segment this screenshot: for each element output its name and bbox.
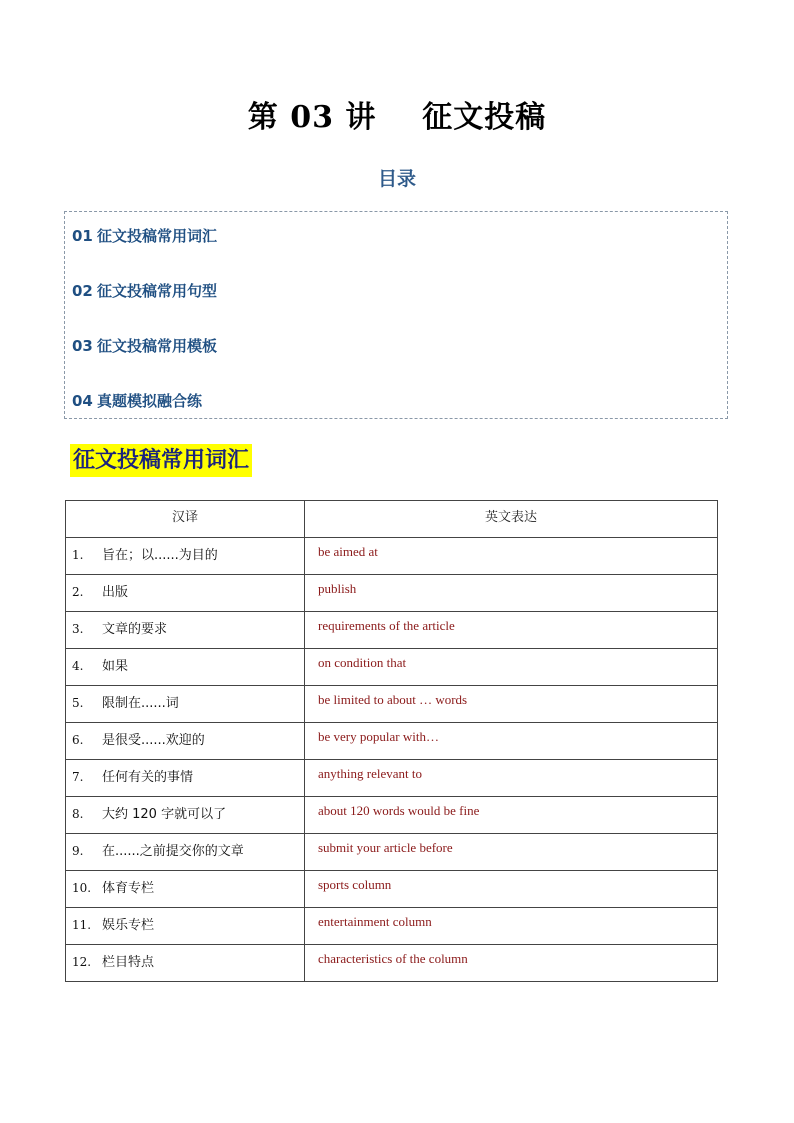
chinese-term: 文章的要求 <box>102 622 168 637</box>
chinese-cell <box>66 760 305 797</box>
table-header-row <box>66 501 718 538</box>
row-number: 8. <box>72 807 84 821</box>
chinese-cell <box>66 538 305 575</box>
toc-item-label: 征文投稿常用词汇 <box>97 227 218 245</box>
english-term: requirements of the article <box>305 612 718 649</box>
chinese-cell <box>66 871 305 908</box>
row-number: 4. <box>72 659 84 673</box>
column-header-chinese: 汉译 <box>66 501 305 538</box>
chinese-cell <box>66 649 305 686</box>
toc-item-label: 征文投稿常用句型 <box>97 282 218 300</box>
chinese-term: 娱乐专栏 <box>102 918 155 933</box>
table-row <box>66 686 718 723</box>
chinese-term: 大约 120 字就可以了 <box>102 807 227 822</box>
toc-item-sentence-patterns[interactable] <box>72 281 217 301</box>
toc-item-number: 01 <box>72 227 93 245</box>
table-row <box>66 834 718 871</box>
chinese-term: 旨在；以......为目的 <box>102 548 218 563</box>
english-term: entertainment column <box>305 908 718 945</box>
row-number: 10. <box>72 881 92 895</box>
table-row <box>66 760 718 797</box>
page-title: 第 03 讲 征文投稿 <box>247 100 547 135</box>
table-row <box>66 538 718 575</box>
row-number: 7. <box>72 770 84 784</box>
table-row <box>66 797 718 834</box>
toc-item-templates[interactable] <box>72 336 217 356</box>
chinese-term: 如果 <box>102 659 129 674</box>
vocabulary-table <box>65 500 718 982</box>
table-row <box>66 612 718 649</box>
english-term: submit your article before <box>305 834 718 871</box>
row-number: 3. <box>72 622 84 636</box>
chinese-term: 是很受......欢迎的 <box>102 733 205 748</box>
chinese-term: 在......之前提交你的文章 <box>102 844 244 859</box>
chinese-cell <box>66 945 305 982</box>
table-row <box>66 723 718 760</box>
chinese-cell <box>66 575 305 612</box>
english-term: be limited to about … words <box>305 686 718 723</box>
chinese-cell <box>66 908 305 945</box>
row-number: 9. <box>72 844 84 858</box>
toc-item-number: 03 <box>72 337 93 355</box>
toc-item-label: 真题模拟融合练 <box>97 392 203 410</box>
table-row <box>66 575 718 612</box>
english-term: on condition that <box>305 649 718 686</box>
chinese-cell <box>66 797 305 834</box>
chinese-term: 限制在......词 <box>102 696 179 711</box>
table-row <box>66 871 718 908</box>
english-term: publish <box>305 575 718 612</box>
english-term: be aimed at <box>305 538 718 575</box>
column-header-english: 英文表达 <box>305 501 718 538</box>
row-number: 6. <box>72 733 84 747</box>
toc-item-practice[interactable] <box>72 391 202 411</box>
chinese-cell <box>66 723 305 760</box>
row-number: 5. <box>72 696 84 710</box>
chinese-term: 出版 <box>102 585 129 600</box>
toc-item-number: 04 <box>72 392 93 410</box>
english-term: sports column <box>305 871 718 908</box>
row-number: 12. <box>72 955 92 969</box>
section-heading: 征文投稿常用词汇 <box>70 444 252 477</box>
row-number: 1. <box>72 548 84 562</box>
english-term: characteristics of the column <box>305 945 718 982</box>
toc-item-vocabulary[interactable] <box>72 226 217 246</box>
row-number: 2. <box>72 585 84 599</box>
toc-item-label: 征文投稿常用模板 <box>97 337 218 355</box>
toc-heading: 目录 <box>377 168 416 190</box>
chinese-term: 体育专栏 <box>102 881 155 896</box>
row-number: 11. <box>72 918 92 932</box>
chinese-cell <box>66 686 305 723</box>
chinese-cell <box>66 834 305 871</box>
table-row <box>66 649 718 686</box>
table-of-contents <box>64 211 728 419</box>
table-row <box>66 908 718 945</box>
chinese-cell <box>66 612 305 649</box>
chinese-term: 栏目特点 <box>102 955 155 970</box>
english-term: anything relevant to <box>305 760 718 797</box>
english-term: about 120 words would be fine <box>305 797 718 834</box>
table-row <box>66 945 718 982</box>
chinese-term: 任何有关的事情 <box>102 770 194 785</box>
english-term: be very popular with… <box>305 723 718 760</box>
toc-item-number: 02 <box>72 282 93 300</box>
